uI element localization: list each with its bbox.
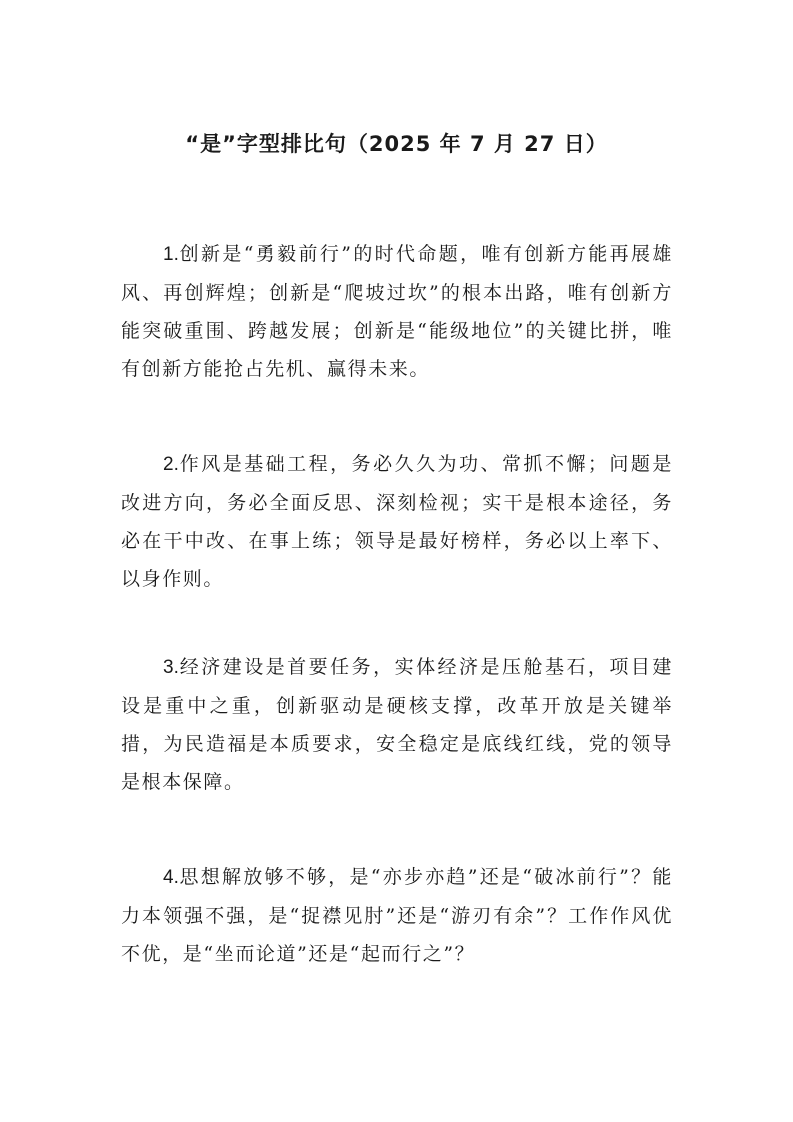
paragraph-text: 作风是基础工程，务必久久为功、常抓不懈；问题是改进方向，务必全面反思、深刻检视；实干是根本途径，务必在干中改、在事上练；领导是最好榜样，务必以上率下、以身作则。 [121, 453, 673, 590]
paragraph-text: 经济建设是首要任务，实体经济是压舱基石，项目建设是重中之重，创新驱动是硬核支撑，改革开放是关键举措，为民造福是本质要求，安全稳定是底线红线，党的领导是根本保障。 [121, 656, 673, 793]
paragraph-1 [121, 235, 673, 388]
paragraph-3 [121, 648, 673, 801]
paragraph-number: 4. [163, 867, 179, 888]
paragraph-text: 思想解放够不够，是“亦步亦趋”还是“破冰前行”？能力本领强不强，是“捉襟见肘”还是“游刃有余”？工作作风优不优，是“坐而论道”还是“起而行之”？ [121, 866, 673, 965]
paragraph-4 [121, 858, 673, 973]
document-title: “是”字型排比句（2025 年 7 月 27 日） [185, 132, 608, 156]
paragraph-text: 创新是“勇毅前行”的时代命题，唯有创新方能再展雄风、再创辉煌；创新是“爬坡过坎”的根本出路，唯有创新方能突破重围、跨越发展；创新是“能级地位”的关键比拼，唯有创新方能抢占先机、赢得未来。 [121, 243, 673, 380]
paragraph-number: 3. [163, 657, 179, 678]
paragraph-2 [121, 445, 673, 598]
paragraph-number: 1. [163, 244, 179, 265]
paragraph-number: 2. [163, 454, 179, 475]
